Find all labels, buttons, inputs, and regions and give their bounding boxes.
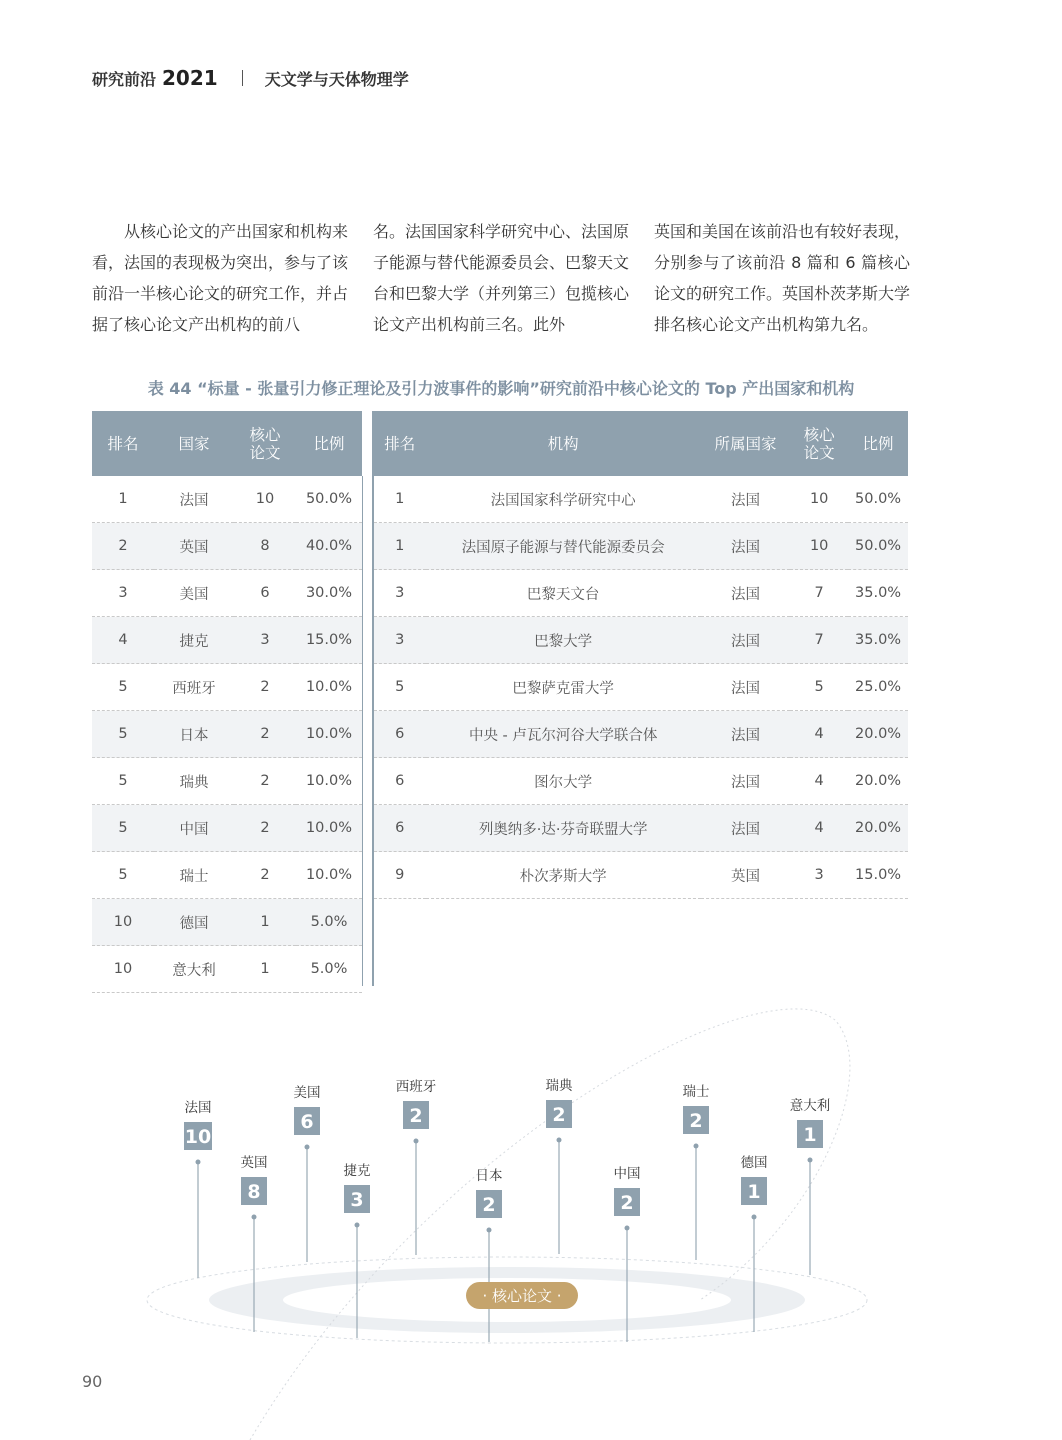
country-name: 中国: [613, 1166, 641, 1182]
pin-dot: [694, 1144, 699, 1149]
table-row: [374, 852, 908, 899]
table-row: [374, 758, 908, 805]
institution-cell: 列奥纳多·达·芬奇联盟大学: [426, 805, 701, 852]
pin-dot: [305, 1145, 310, 1150]
institution-header-cell: 核心论文: [790, 411, 848, 476]
pin-dot: [752, 1215, 757, 1220]
country-cell: 5: [92, 711, 154, 758]
pin-dot: [808, 1158, 813, 1163]
table-separator: [372, 411, 374, 986]
institution-header-cell: 所属国家: [701, 411, 790, 476]
country-cell: 5: [92, 664, 154, 711]
country-cell: 2: [234, 664, 296, 711]
institution-cell: 15.0%: [848, 852, 908, 899]
country-pin: [546, 1077, 575, 1254]
pin-dot: [487, 1228, 492, 1233]
institution-cell: 25.0%: [848, 664, 908, 711]
institution-cell: 法国: [701, 570, 790, 617]
table-row: [92, 617, 362, 664]
table-row: [92, 899, 362, 946]
country-name: 德国: [740, 1155, 768, 1171]
header-divider: [242, 70, 243, 86]
paragraph-column-2: 名。法国国家科学研究中心、法国原子能源与替代能源委员会、巴黎天文台和巴黎大学（并列第三）包揽核心论文产出机构前三名。此外: [373, 222, 630, 334]
table-row: [374, 711, 908, 758]
country-cell: 10.0%: [296, 805, 362, 852]
country-name: 捷克: [343, 1163, 371, 1179]
country-cell: 德国: [154, 899, 234, 946]
country-cell: 10: [234, 476, 296, 523]
country-cell: 2: [234, 852, 296, 899]
country-cell: 10.0%: [296, 711, 362, 758]
table-row: [374, 570, 908, 617]
count-value: 10: [184, 1126, 212, 1148]
institution-cell: 9: [374, 852, 426, 899]
paragraph-column-3: 英国和美国在该前沿也有较好表现，分别参与了该前沿 8 篇和 6 篇核心论文的研究工作。英国朴茨茅斯大学排名核心论文产出机构第九名。: [654, 222, 911, 334]
institution-cell: 20.0%: [848, 758, 908, 805]
center-label: · 核心论文 ·: [482, 1287, 562, 1305]
country-name: 法国: [184, 1100, 212, 1116]
pin-dot: [252, 1215, 257, 1220]
country-name: 意大利: [789, 1098, 831, 1114]
table-row: [92, 570, 362, 617]
institution-cell: 法国: [701, 523, 790, 570]
country-cell: 法国: [154, 476, 234, 523]
country-cell: 1: [92, 476, 154, 523]
page-number: 90: [82, 1372, 103, 1391]
country-cell: 日本: [154, 711, 234, 758]
table-separator-thin: [362, 476, 363, 986]
country-cell: 5: [92, 758, 154, 805]
table-caption: 表 44 “标量 - 张量引力修正理论及引力波事件的影响”研究前沿中核心论文的 Top 产出国家和机构: [147, 379, 855, 398]
institution-table-header: [374, 411, 908, 476]
institution-cell: 法国: [701, 805, 790, 852]
count-value: 2: [482, 1194, 496, 1216]
country-cell: 40.0%: [296, 523, 362, 570]
running-header: [92, 66, 409, 90]
institution-cell: 中央 - 卢瓦尔河谷大学联合体: [426, 711, 701, 758]
institution-cell: 4: [790, 711, 848, 758]
country-pin: [184, 1099, 212, 1278]
institution-cell: 巴黎萨克雷大学: [426, 664, 701, 711]
institution-table: [374, 411, 908, 899]
institution-header-cell: 排名: [374, 411, 426, 476]
country-cell: 意大利: [154, 946, 234, 993]
country-cell: 1: [234, 899, 296, 946]
country-cell: 捷克: [154, 617, 234, 664]
country-cell: 2: [92, 523, 154, 570]
country-cell: 3: [92, 570, 154, 617]
institution-table-body: [374, 476, 908, 899]
country-header-cell: 比例: [296, 411, 362, 476]
institution-cell: 法国: [701, 711, 790, 758]
count-value: 6: [300, 1111, 314, 1133]
institution-cell: 5: [374, 664, 426, 711]
institution-header-cell: 比例: [848, 411, 908, 476]
table-row: [92, 476, 362, 523]
country-cell: 1: [234, 946, 296, 993]
country-cell: 30.0%: [296, 570, 362, 617]
institution-cell: 法国: [701, 758, 790, 805]
pin-dot: [196, 1160, 201, 1165]
count-value: 1: [803, 1124, 817, 1146]
orbit-arc: [250, 1009, 850, 1440]
table-row: [374, 617, 908, 664]
header-title: 研究前沿: [92, 70, 157, 89]
table-row: [92, 805, 362, 852]
country-table: [92, 411, 362, 993]
institution-cell: 10: [790, 476, 848, 523]
country-cell: 4: [92, 617, 154, 664]
pin-dot: [625, 1226, 630, 1231]
country-name: 瑞士: [682, 1084, 710, 1100]
institution-cell: 50.0%: [848, 523, 908, 570]
country-cell: 2: [234, 805, 296, 852]
count-value: 2: [409, 1105, 423, 1127]
institution-cell: 5: [790, 664, 848, 711]
country-cell: 2: [234, 711, 296, 758]
country-cell: 50.0%: [296, 476, 362, 523]
country-cell: 2: [234, 758, 296, 805]
institution-header-cell: 机构: [426, 411, 701, 476]
country-name: 西班牙: [395, 1079, 437, 1095]
table-row: [374, 805, 908, 852]
country-table-body: [92, 476, 362, 993]
country-name: 瑞典: [545, 1078, 573, 1094]
institution-cell: 巴黎大学: [426, 617, 701, 664]
country-cell: 5: [92, 852, 154, 899]
institution-cell: 1: [374, 523, 426, 570]
institution-cell: 4: [790, 758, 848, 805]
country-cell: 5.0%: [296, 946, 362, 993]
header-subject: 天文学与天体物理学: [264, 70, 409, 89]
country-cell: 8: [234, 523, 296, 570]
country-cell: 瑞典: [154, 758, 234, 805]
body-text: [92, 216, 910, 340]
country-header-cell: 核心论文: [234, 411, 296, 476]
country-table-header: [92, 411, 362, 476]
table-row: [374, 523, 908, 570]
country-cell: 5.0%: [296, 899, 362, 946]
country-cell: 10: [92, 946, 154, 993]
institution-cell: 50.0%: [848, 476, 908, 523]
institution-cell: 6: [374, 758, 426, 805]
country-pin: [294, 1085, 321, 1262]
country-name: 英国: [240, 1155, 268, 1171]
count-value: 1: [747, 1181, 761, 1203]
country-name: 美国: [293, 1085, 321, 1101]
country-cell: 西班牙: [154, 664, 234, 711]
orbit-decoration: [147, 1009, 867, 1440]
country-count-diagram: [0, 980, 1062, 1440]
country-cell: 3: [234, 617, 296, 664]
center-pill: [466, 1282, 578, 1309]
table-row: [92, 852, 362, 899]
institution-cell: 7: [790, 570, 848, 617]
country-cell: 瑞士: [154, 852, 234, 899]
country-header-cell: 排名: [92, 411, 154, 476]
institution-cell: 20.0%: [848, 805, 908, 852]
institution-cell: 法国: [701, 476, 790, 523]
country-cell: 10.0%: [296, 758, 362, 805]
institution-cell: 法国国家科学研究中心: [426, 476, 701, 523]
institution-cell: 3: [374, 617, 426, 664]
institution-cell: 法国原子能源与替代能源委员会: [426, 523, 701, 570]
pin-dot: [557, 1138, 562, 1143]
institution-cell: 法国: [701, 617, 790, 664]
country-name: 日本: [475, 1168, 503, 1184]
country-cell: 5: [92, 805, 154, 852]
institution-cell: 6: [374, 711, 426, 758]
table-row: [374, 476, 908, 523]
count-value: 2: [689, 1110, 703, 1132]
institution-cell: 6: [374, 805, 426, 852]
institution-cell: 图尔大学: [426, 758, 701, 805]
pin-dot: [355, 1223, 360, 1228]
country-cell: 10.0%: [296, 852, 362, 899]
institution-cell: 英国: [701, 852, 790, 899]
country-cell: 10: [92, 899, 154, 946]
institution-cell: 20.0%: [848, 711, 908, 758]
country-pin: [396, 1079, 437, 1255]
country-cell: 10.0%: [296, 664, 362, 711]
country-pin: [683, 1083, 710, 1260]
header-year: 2021: [162, 66, 218, 90]
institution-cell: 巴黎天文台: [426, 570, 701, 617]
table-row: [92, 664, 362, 711]
country-cell: 15.0%: [296, 617, 362, 664]
institution-cell: 1: [374, 476, 426, 523]
country-header-cell: 国家: [154, 411, 234, 476]
pin-dot: [414, 1139, 419, 1144]
country-cell: 中国: [154, 805, 234, 852]
table-row: [92, 758, 362, 805]
table-row: [374, 664, 908, 711]
institution-cell: 朴次茅斯大学: [426, 852, 701, 899]
paragraph-column-1: 从核心论文的产出国家和机构来看，法国的表现极为突出，参与了该前沿一半核心论文的研究工作，并占据了核心论文产出机构的前八: [92, 222, 349, 334]
table-row: [92, 711, 362, 758]
country-cell: 6: [234, 570, 296, 617]
institution-cell: 35.0%: [848, 617, 908, 664]
institution-cell: 10: [790, 523, 848, 570]
count-value: 2: [552, 1104, 566, 1126]
institution-cell: 法国: [701, 664, 790, 711]
count-value: 2: [620, 1192, 634, 1214]
institution-cell: 7: [790, 617, 848, 664]
count-value: 8: [247, 1181, 261, 1203]
table-row: [92, 523, 362, 570]
institution-cell: 3: [790, 852, 848, 899]
institution-cell: 35.0%: [848, 570, 908, 617]
institution-cell: 3: [374, 570, 426, 617]
country-cell: 美国: [154, 570, 234, 617]
country-cell: 英国: [154, 523, 234, 570]
institution-cell: 4: [790, 805, 848, 852]
count-value: 3: [350, 1189, 364, 1211]
country-pin: [790, 1097, 831, 1275]
